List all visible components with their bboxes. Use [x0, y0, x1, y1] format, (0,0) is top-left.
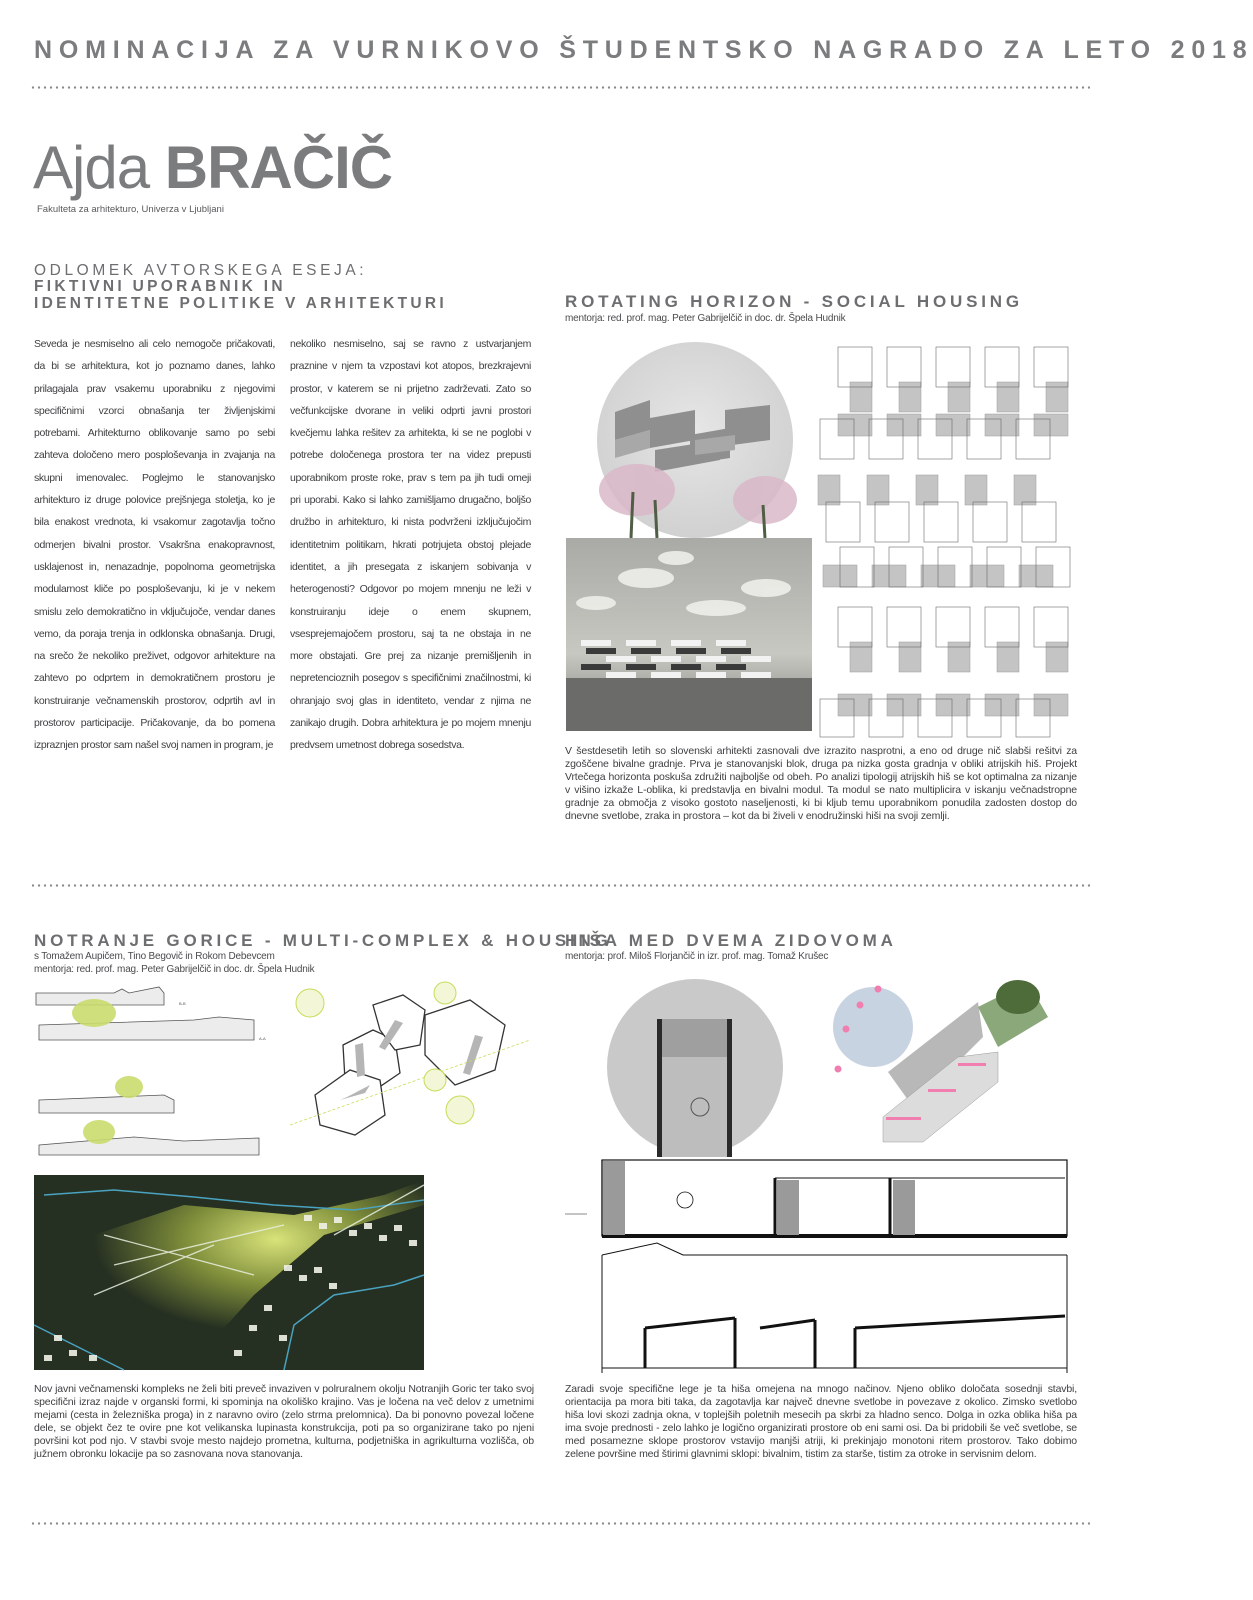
essay-kicker: ODLOMEK AVTORSKEGA ESEJA:: [34, 262, 368, 279]
author-faculty: Fakulteta za arhitekturo, Univerza v Ljubljani: [37, 204, 224, 215]
hisa-description: Zaradi svoje specifične lege je ta hiša omejena na mnogo načinov. Njeno obliko določata sosednji stavbi, orientacija pa mora biti taka, da zagotavlja kar največ dnevne svetlobe in povezave z okolico. Zimsko svetlobo hiša lovi skozi zadnja okna, v toplejših poletnih mesecih pa skrbi za hladno senco. Dolga in ozka oblika hiša pa ima svoje prednosti - zelo lahko je logično organizirati prostore ob eni sami osi. Da bi pridobili še več svetlobe, se med posamezne sklope prostorov vstavijo manjši atriji, ki prekinjajo monotoni ritem prostorov. Tako dobimo zelene površine med štirimi glavnimi sklopi: bivalnim, tistim za starše, tistim za otroke in servisnim delom.: [565, 1383, 1077, 1460]
hisa-title: HIŠA MED DVEMA ZIDOVOMA: [565, 931, 897, 950]
hisa-axonometric: [828, 977, 1068, 1157]
notranje-gorice-plan: [285, 985, 545, 1175]
rotating-horizon-mentors: mentorja: red. prof. mag. Peter Gabrijelčič in doc. dr. Špela Hudnik: [565, 313, 846, 324]
essay-title-line1: FIKTIVNI UPORABNIK IN: [34, 278, 286, 295]
rotating-horizon-circle-render: [595, 340, 795, 540]
dotted-divider: [30, 86, 1090, 89]
essay-title-line2: IDENTITETNE POLITIKE V ARHITEKTURI: [34, 295, 448, 312]
rotating-horizon-description: V šestdesetih letih so slovenski arhitekti zasnovali dve izrazito nasprotni, a eno od druge nič slabši rešitvi za zgoščene bivalne gradnje. Prva je stanovanjski blok, druga pa nizka gosta gradnja v obliki atrijskih hiš. Projekt Vrtečega horizonta poskuša združiti najboljše od obeh. Po analizi tipologij atrijskih hiš se kot optimalna za nizanje v višino izkaže L-oblika, ki predstavlja en bivalni modul. Ta modul se nato multiplicira v iskanju večnadstropne gradnje za območja z visoko gostoto naseljenosti, ki bi kljub temu uporabnikom ponudila zadosten dostop do dnevne svetlobe, zraka in prostora – kot da bi živeli v enodružinski hiši na svoji zemlji.: [565, 745, 1077, 822]
poster-header-title: NOMINACIJA ZA VURNIKOVO ŠTUDENTSKO NAGRADO ZA LETO 2018: [34, 36, 1253, 64]
housing-blocks: [581, 640, 771, 678]
notranje-gorice-description: Nov javni večnamenski kompleks ne želi biti preveč invaziven v polruralnem okolju Notranjih Goric ter tako svoj specifični izraz najde v organski formi, ki spominja na okoliško krajino. Vas je ločena na več delov z umetnimi mejami (cesta in železniška proga) in z naravno oviro (zelo strma prelomnica). Da bi ponovno povezal ločene dele, se objekt čez te ovire pne kot velikanska lupinasta konstrukcija, poti pa so organizirane tako po njeni površini kot pod njo. V stavbi svoje mesto najdejo prometna, kulturna, podjetniška in agrikulturna vozlišča, ob južnem obronku lokacije pa so zasnovana nova stanovanja.: [34, 1383, 534, 1460]
hisa-plan-and-section: [565, 1158, 1065, 1373]
essay-column-1: Seveda je nesmiselno ali celo nemogoče pričakovati, da bi se arhitektura, kot jo poznamo danes, lahko prilagajala prav vsakemu uporabniku z njegovimi specifičnimi vzorci obnašanja ter življenjskimi potrebami. Arhitekturno oblikovanje samo po sebi zahteva določeno mero posploševanja in zvajanja na skupni imenovalec. Poglejmo le stanovanjsko arhitekturo iz druge polovice prejšnjega stoletja, ko je bila enakost vrednota, ki vsakomur zagotavlja točno odmerjen bivalni prostor. Vsakršna enakopravnost, usklajenost in, nenazadnje, popolnoma geometrijska modularnost kliče po posploševanju, ki je v nekem smislu zelo demokratično in vključujoče, vendar danes vemo, da poraja trenja in odklonska obnašanja. Drugi, na srečo že nekoliko preživet, odgovor arhitekture na zahtevo po odprtem in demokratičnem prostoru je konstruiranje večnamenskih prostorov, odprtih avl in prostorov participacije. Pričakovanje, da bo pomena izpraznjen prostor sam našel svoj namen in program, je: [34, 338, 275, 752]
notranje-gorice-aerial-render: [34, 1175, 424, 1370]
dotted-divider: [30, 884, 1090, 887]
essay-title: [34, 278, 447, 312]
notranje-gorice-title: NOTRANJE GORICE - MULTI-COMPLEX & HOUSING: [34, 931, 612, 950]
notranje-gorice-credits: [34, 951, 314, 976]
notranje-gorice-sections: [34, 985, 284, 1165]
author-first-name: Ajda: [33, 134, 150, 201]
rotating-horizon-landscape-render: [566, 538, 812, 731]
author-name: [33, 133, 392, 202]
section-label-bb: B-B: [179, 1001, 186, 1006]
section-label-aa: A-A: [259, 1036, 266, 1041]
notranje-gorice-mentors: mentorja: red. prof. mag. Peter Gabrijelčič in doc. dr. Špela Hudnik: [34, 963, 315, 975]
dotted-divider: [30, 1522, 1090, 1525]
rotating-horizon-title: ROTATING HORIZON - SOCIAL HOUSING: [565, 292, 1023, 311]
rotating-horizon-plan-grid: [818, 342, 1080, 737]
essay-column-2: nekoliko nesmiselno, saj se ravno z ustvarjanjem praznine v njem ta vzpostavi kot atopos, brezkrajevni prostor, v katerem se ni prijetno zadrževati. Zato so večfunkcijske dvorane in veliki odprti javni prostori kvečjemu lahka rešitev za arhitekta, ki se ne poglobi v potrebe določenega prostora ter na videz prepusti uporabnikom proste roke, prav s tem pa jih tudi omeji pri uporabi. Kako si lahko zamišljamo drugačno, boljšo družbo in arhitekturo, ki nista podvrženi izključujočim identitetnim politikam, hkrati potrjujeta obstoj plejade identitet, a jih presegata z iskanjem sobivanja v heterogenosti? Odgovor po mojem mnenju ne leži v konstruiranju ideje o enem skupnem, vsesprejemajočem prostoru, saj ta ne obstaja in ne more obstajati. Gre prej za nizanje premišljenih in nepretencioznih posegov s specifičnimi značilnostmi, ki ohranjajo svoj glas in identiteto, vendar z njima ne zanikajo drugih. Dobra arhitektura je po mojem mnenju predvsem umetnost dobrega sosedstva.: [290, 338, 531, 752]
author-last-name: BRAČIČ: [164, 134, 393, 201]
hisa-mentors: mentorja: prof. Miloš Florjančič in izr. prof. mag. Tomaž Krušec: [565, 951, 829, 962]
hisa-circle-plan: [605, 977, 785, 1157]
notranje-gorice-collaborators: s Tomažem Aupičem, Tino Begovič in Rokom Debevcem: [34, 951, 275, 962]
